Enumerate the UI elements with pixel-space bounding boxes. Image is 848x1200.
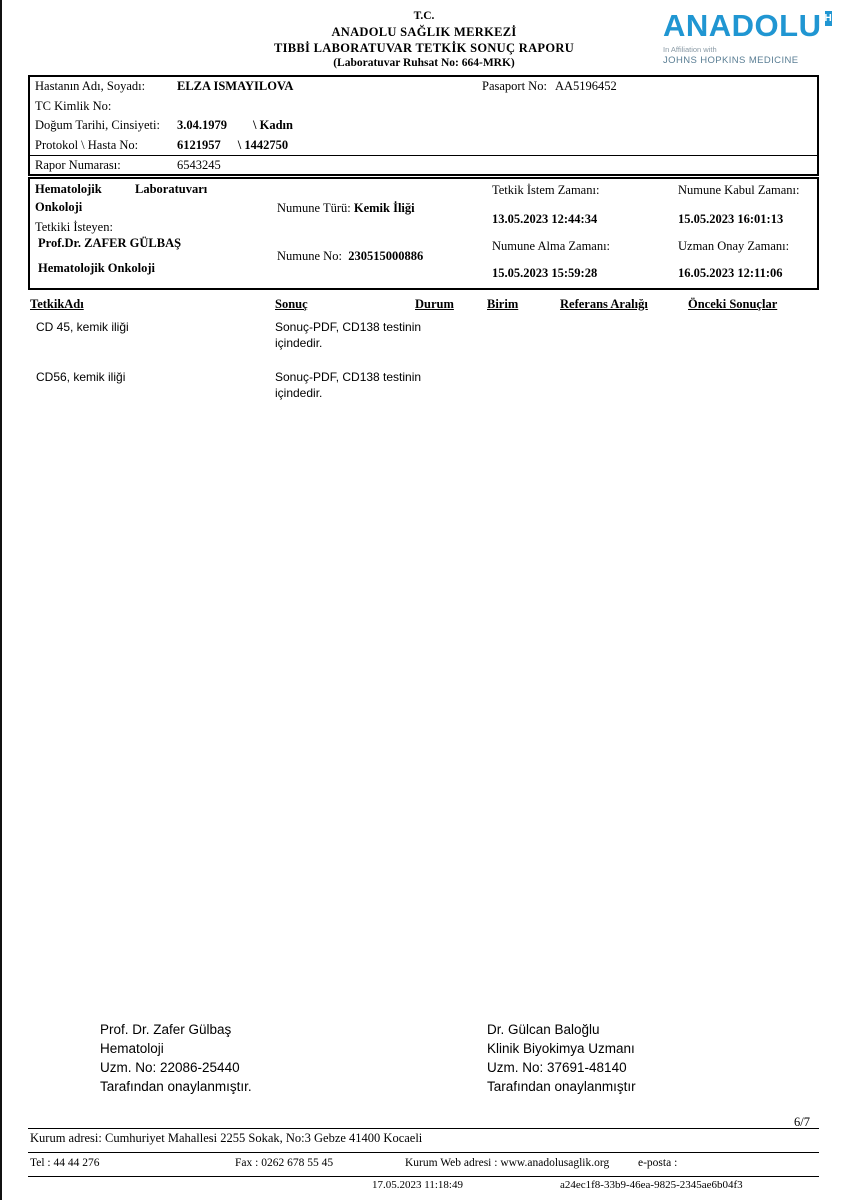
protocol-label: Protokol \ Hasta No: bbox=[35, 137, 139, 152]
passport-label: Pasaport No: bbox=[482, 79, 547, 94]
col-header-reference-range: Referans Aralığı bbox=[560, 297, 648, 311]
header-license-no: (Laboratuvar Ruhsat No: 664-MRK) bbox=[333, 57, 515, 70]
birth-value: 3.04.1979 bbox=[177, 118, 227, 133]
approve-time-value: 16.05.2023 12:11:06 bbox=[678, 266, 783, 280]
header-tc: T.C. bbox=[413, 10, 435, 22]
anadolu-logo bbox=[663, 8, 832, 66]
request-time-value: 13.05.2023 12:44:34 bbox=[492, 212, 598, 226]
approve-time-label: Uzman Onay Zamanı: bbox=[678, 239, 790, 253]
patient-name-row bbox=[30, 77, 817, 97]
sample-type-value: Kemik İliği bbox=[353, 201, 415, 215]
requester-dept: Hematolojik Onkoloji bbox=[38, 261, 156, 275]
accept-time-label: Numune Kabul Zamanı: bbox=[678, 183, 800, 197]
footer-tel: Tel : 44 44 276 bbox=[30, 1157, 100, 1169]
logo-affiliation-line: In Affiliation with bbox=[663, 45, 717, 54]
patient-name-label: Hastanın Adı, Soyadı: bbox=[35, 79, 146, 94]
footer-address: Kurum adresi: Cumhuriyet Mahallesi 2255 Sokak, No:3 Gebze 41400 Kocaeli bbox=[30, 1131, 423, 1145]
report-no-label: Rapor Numarası: bbox=[35, 157, 121, 172]
collect-time-value: 15.05.2023 15:59:28 bbox=[492, 266, 598, 280]
sample-no-label: Numune No: bbox=[277, 249, 342, 263]
header-report-title: TIBBİ LABORATUVAR TETKİK SONUÇ RAPORU bbox=[273, 41, 575, 56]
birth-row bbox=[30, 116, 817, 136]
order-info-box bbox=[28, 177, 819, 290]
sample-type-label: Numune Türü: bbox=[277, 201, 351, 215]
logo-h-badge-icon: H bbox=[824, 13, 832, 24]
birth-label: Doğum Tarihi, Cinsiyeti: bbox=[35, 118, 160, 133]
footer-document-id: a24ec1f8-33b9-46ea-9825-2345ae6b04f3 bbox=[560, 1179, 743, 1191]
table-row-test-name: CD 45, kemik iliği bbox=[36, 320, 129, 334]
logo-wordmark bbox=[663, 8, 832, 43]
gender-value: \ Kadın bbox=[253, 118, 293, 133]
footer-email: e-posta : bbox=[638, 1157, 678, 1169]
signer-registration: Uzm. No: 22086-25440 bbox=[100, 1060, 240, 1075]
request-time-label: Tetkik İstem Zamanı: bbox=[492, 183, 600, 197]
logo-text: ANADOLU bbox=[663, 8, 822, 43]
sample-type-group bbox=[277, 201, 415, 216]
report-no-row bbox=[30, 155, 817, 174]
protocol-row bbox=[30, 136, 817, 156]
patient-name-value: ELZA ISMAYILOVA bbox=[177, 79, 294, 94]
col-header-status: Durum bbox=[415, 297, 454, 311]
footer-print-timestamp: 17.05.2023 11:18:49 bbox=[372, 1179, 463, 1191]
col-header-result: Sonuç bbox=[275, 297, 308, 311]
page-number: 6/7 bbox=[794, 1115, 810, 1129]
collect-time-label: Numune Alma Zamanı: bbox=[492, 239, 611, 253]
requester-label: Tetkiki İsteyen: bbox=[35, 220, 113, 234]
footer-divider-mid bbox=[28, 1152, 819, 1153]
signer-name: Dr. Gülcan Baloğlu bbox=[487, 1022, 600, 1037]
sample-no-value: 230515000886 bbox=[348, 249, 424, 263]
tc-id-row bbox=[30, 97, 817, 117]
protocol-value: 6121957 bbox=[177, 137, 221, 152]
logo-johns-hopkins: JOHNS HOPKINS MEDICINE bbox=[663, 55, 799, 66]
col-header-unit: Birim bbox=[487, 297, 519, 311]
signature-block-right bbox=[487, 1020, 636, 1096]
tc-id-label: TC Kimlik No: bbox=[35, 98, 112, 113]
accept-time-value: 15.05.2023 16:01:13 bbox=[678, 212, 784, 226]
signature-block-left bbox=[100, 1020, 252, 1096]
signer-approval-note: Tarafından onaylanmıştır. bbox=[100, 1079, 252, 1094]
passport-group bbox=[482, 77, 617, 97]
lab-name-line2: Onkoloji bbox=[35, 200, 83, 214]
table-row-result: Sonuç-PDF, CD138 testinin içindedir. bbox=[275, 320, 422, 350]
report-no-value: 6543245 bbox=[177, 157, 221, 172]
signer-approval-note: Tarafından onaylanmıştır bbox=[487, 1079, 636, 1094]
table-row-result: Sonuç-PDF, CD138 testinin içindedir. bbox=[275, 370, 422, 400]
signer-name: Prof. Dr. Zafer Gülbaş bbox=[100, 1022, 232, 1037]
patient-info-box bbox=[28, 75, 819, 176]
signer-registration: Uzm. No: 37691-48140 bbox=[487, 1060, 627, 1075]
passport-value: AA5196452 bbox=[554, 79, 617, 94]
footer-divider-bottom bbox=[28, 1176, 819, 1177]
footer-divider-top bbox=[28, 1128, 819, 1129]
patient-no-value: \ 1442750 bbox=[237, 137, 289, 152]
lab-name-word1: Hematolojik bbox=[35, 182, 102, 196]
footer-web-address: Kurum Web adresi : www.anadolusaglik.org bbox=[405, 1157, 610, 1169]
col-header-test-name: TetkikAdı bbox=[30, 297, 84, 311]
signer-title: Klinik Biyokimya Uzmanı bbox=[487, 1041, 635, 1056]
scan-edge-artifact bbox=[0, 0, 2, 1200]
requester-name: Prof.Dr. ZAFER GÜLBAŞ bbox=[38, 236, 182, 250]
col-header-previous-results: Önceki Sonuçlar bbox=[688, 297, 778, 311]
signer-title: Hematoloji bbox=[100, 1041, 164, 1056]
lab-name-word2: Laboratuvarı bbox=[135, 182, 208, 196]
header-institution: ANADOLU SAĞLIK MERKEZİ bbox=[331, 24, 517, 39]
table-row-test-name: CD56, kemik iliği bbox=[36, 370, 126, 384]
sample-no-group bbox=[277, 249, 423, 264]
footer-fax: Fax : 0262 678 55 45 bbox=[235, 1157, 334, 1169]
